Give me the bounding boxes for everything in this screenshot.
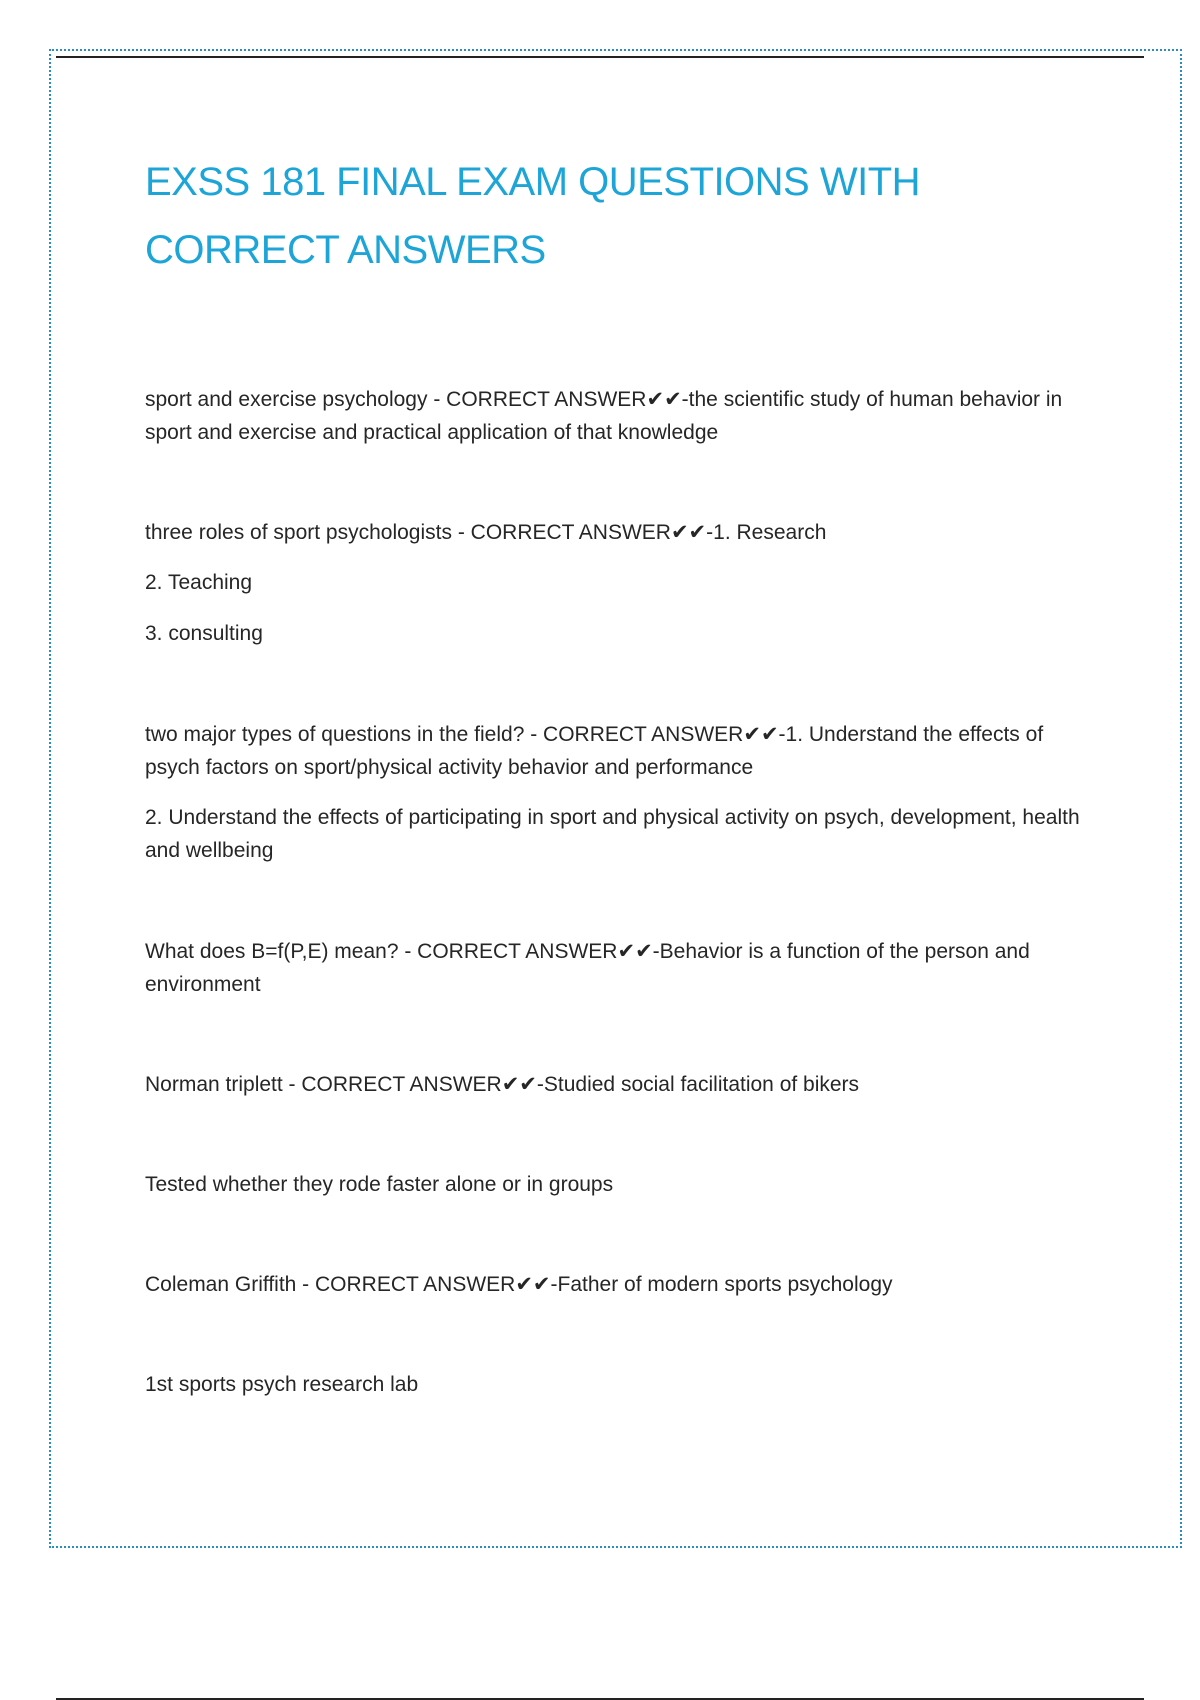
qa-answer: the scientific study of human behavior in sport and exercise and practical application of that knowledge [145,388,1063,444]
qa-marker: CORRECT ANSWER✔✔ [301,1073,537,1096]
qa-marker: CORRECT ANSWER✔✔ [417,940,653,963]
qa-entry-bfpe: What does B=f(P,E) mean? - CORRECT ANSWER✔✔-Behavior is a function of the person and environment [145,940,1030,996]
qa-continuation: Tested whether they rode faster alone or in groups [145,1173,614,1196]
qa-entry-question-types: two major types of questions in the field? - CORRECT ANSWER✔✔-1. Understand the effects of psych factors on sport/physical activity behavior and performance [145,723,1044,779]
qa-answer: Behavior is a function of the person and environment [145,940,1030,996]
qa-term: sport and exercise psychology [145,388,428,411]
qa-term: What does B=f(P,E) mean? [145,940,399,963]
qa-entry-roles: three roles of sport psychologists - CORRECT ANSWER✔✔-1. Research [145,521,827,544]
qa-answer: 1. Understand the effects of psych factors on sport/physical activity behavior and performance [145,723,1044,779]
qa-marker: CORRECT ANSWER✔✔ [470,521,707,544]
header-rule [56,56,1144,58]
document-title: EXSS 181 FINAL EXAM QUESTIONS WITH CORRECT ANSWERS [145,160,921,272]
qa-term: Coleman Griffith [145,1273,297,1296]
qa-term: three roles of sport psychologists [145,521,452,544]
qa-marker: CORRECT ANSWER✔✔ [446,388,682,411]
qa-answer: Studied social facilitation of bikers [543,1073,860,1096]
qa-entry-triplett: Norman triplett - CORRECT ANSWER✔✔-Studied social facilitation of bikers [145,1073,860,1096]
qa-term: two major types of questions in the field? [145,723,525,746]
qa-continuation: 3. consulting [145,622,263,645]
qa-continuation: 2. Teaching [145,571,253,594]
qa-continuation: 1st sports psych research lab [145,1373,419,1396]
qa-marker: CORRECT ANSWER✔✔ [543,723,779,746]
qa-marker: CORRECT ANSWER✔✔ [315,1273,551,1296]
qa-entry-sport-exercise-psychology: sport and exercise psychology - CORRECT ANSWER✔✔-the scientific study of human behavior in sport and exercise and practical application of that knowledge [145,388,1063,444]
qa-answer: Father of modern sports psychology [557,1273,893,1296]
qa-entry-griffith: Coleman Griffith - CORRECT ANSWER✔✔-Father of modern sports psychology [145,1273,893,1296]
qa-continuation: 2. Understand the effects of participating in sport and physical activity on psych, development, health and wellbeing [145,806,1080,862]
qa-answer: 1. Research [713,521,827,544]
qa-term: Norman triplett [145,1073,283,1096]
